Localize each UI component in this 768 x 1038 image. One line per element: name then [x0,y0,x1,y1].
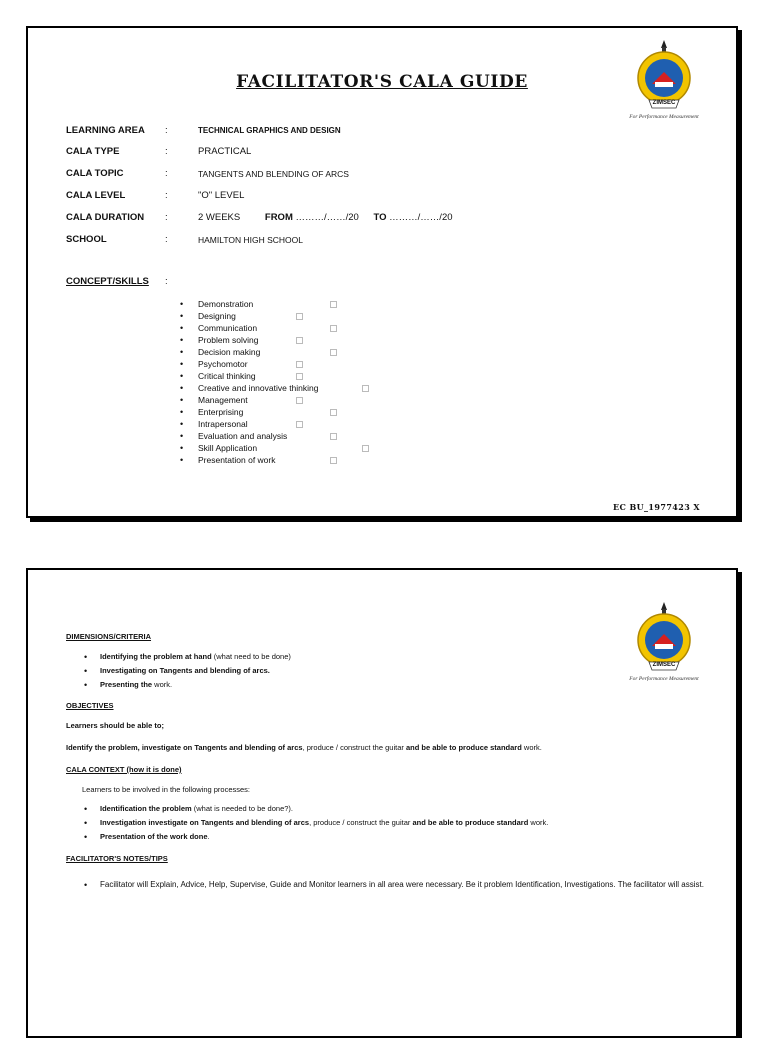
notes-item [84,878,704,892]
list-item [180,418,480,430]
item-bold: Investigation investigate on Tangents and blending of arcs [100,818,310,827]
info-colon: : [165,190,168,201]
bullet-icon: • [180,311,184,321]
checkbox-icon [330,301,337,308]
bullet-icon: • [84,880,88,890]
list-item [84,816,548,830]
list-item [180,334,480,346]
bullet-icon: • [180,455,184,465]
skill-text: Skill Application [198,443,258,453]
logo-badge: ZIMSEC [652,662,676,668]
skill-text: Management [198,395,248,405]
checkbox-icon [362,385,369,392]
dimensions-list [84,650,291,692]
list-item [180,394,480,406]
bullet-icon: • [180,383,184,393]
checkbox-icon [296,361,303,368]
bullet-icon: • [84,680,88,690]
concept-skills-label: CONCEPT/SKILLS [66,276,149,287]
checkbox-icon [296,421,303,428]
skill-text: Critical thinking [198,371,256,381]
info-label: SCHOOL [66,234,107,245]
checkbox-icon [296,313,303,320]
list-item [180,370,480,382]
skill-text: Communication [198,323,258,333]
objectives-intro: Learners should be able to; [66,721,164,730]
item-text: , produce / construct the guitar [309,818,413,827]
list-item [180,430,480,442]
to-date: ………/……/20 [389,212,453,223]
bullet-icon: • [84,804,88,814]
objectives-heading: OBJECTIVES [66,701,114,710]
item-text: . [207,832,210,841]
item-bold: Presentation of the work done [100,832,208,841]
list-item [180,406,480,418]
info-colon: : [165,212,168,223]
objectives-bold-2: and be able to produce standard [405,743,522,752]
item-text: (what is needed to be done?). [191,804,293,813]
info-value: TANGENTS AND BLENDING OF ARCS [198,169,349,179]
list-item [180,454,480,466]
bullet-icon: • [180,431,184,441]
info-colon: : [165,168,168,179]
bullet-icon: • [84,818,88,828]
bullet-icon: • [84,666,88,676]
info-label: CALA DURATION [66,212,145,223]
logo-badge: ZIMSEC [652,100,676,106]
item-text: work. [152,680,173,689]
bullet-icon: • [180,395,184,405]
list-item [84,650,291,664]
bullet-icon: • [84,832,88,842]
skill-text: Enterprising [198,407,244,417]
item-bold: Investigating on Tangents and blending of arcs. [100,666,270,675]
reference-code: EC BU_1977423 X [613,502,700,512]
skill-text: Psychomotor [198,359,248,369]
bullet-icon: • [180,335,184,345]
checkbox-icon [296,373,303,380]
list-item [180,382,480,394]
item-end: work. [528,818,549,827]
page-title: FACILITATOR'S CALA GUIDE [236,72,528,92]
info-value-group [198,211,618,225]
checkbox-icon [296,337,303,344]
context-heading: CALA CONTEXT (how it is done) [66,765,182,774]
info-value: PRACTICAL [198,146,252,157]
from-label: FROM [264,212,293,223]
to-label: TO [373,212,387,223]
info-colon: : [165,146,168,157]
bullet-icon: • [180,407,184,417]
skill-text: Intrapersonal [198,419,248,429]
item-bold-2: and be able to produce standard [412,818,529,827]
info-colon: : [165,234,168,245]
skill-text: Designing [198,311,236,321]
skill-text: Problem solving [198,335,259,345]
list-item [180,346,480,358]
page-two [26,568,738,1038]
dimensions-heading: DIMENSIONS/CRITERIA [66,632,152,641]
checkbox-icon [330,325,337,332]
skill-text: Evaluation and analysis [198,431,288,441]
objectives-bold: Identify the problem, investigate on Tangents and blending of arcs [66,743,303,752]
list-item [180,442,480,454]
list-item [180,298,480,310]
item-bold: Identification the problem [100,804,192,813]
item-bold: Presenting the [100,680,153,689]
info-label: LEARNING AREA [66,125,145,136]
duration-value: 2 WEEKS [198,212,241,223]
list-item [84,802,548,816]
info-colon: : [165,125,168,136]
bullet-icon: • [180,347,184,357]
bullet-icon: • [180,419,184,429]
info-label: CALA TOPIC [66,168,124,179]
notes-heading: FACILITATOR'S NOTES/TIPS [66,854,168,863]
skill-text: Presentation of work [198,455,276,465]
bullet-icon: • [180,299,184,309]
checkbox-icon [330,409,337,416]
bullet-icon: • [180,323,184,333]
skills-list [180,298,480,466]
bullet-icon: • [180,359,184,369]
list-item [180,322,480,334]
objectives-text [66,743,542,752]
checkbox-icon [330,433,337,440]
checkbox-icon [330,457,337,464]
skill-text: Creative and innovative thinking [198,383,319,393]
bullet-icon: • [84,652,88,662]
info-value: TECHNICAL GRAPHICS AND DESIGN [198,126,341,135]
from-date: ………/……/20 [295,212,359,223]
bullet-icon: • [180,443,184,453]
bullet-icon: • [180,371,184,381]
context-intro: Learners to be involved in the following processes: [82,785,251,794]
item-text: (what need to be done) [211,652,291,661]
checkbox-icon [362,445,369,452]
info-value: "O" LEVEL [198,190,245,201]
objectives-mid: , produce / construct the guitar [302,743,406,752]
info-label: CALA LEVEL [66,190,126,201]
zimsec-logo [616,600,712,682]
info-value: HAMILTON HIGH SCHOOL [198,235,304,245]
item-bold: Identifying the problem at hand [100,652,212,661]
list-item [84,830,548,844]
concept-skills-colon: : [165,276,168,287]
list-item [180,310,480,322]
objectives-end: work. [521,743,542,752]
checkbox-icon [330,349,337,356]
context-list [84,802,548,844]
list-item [84,678,291,692]
info-label: CALA TYPE [66,146,120,157]
list-item [180,358,480,370]
logo-caption: For Performance Measurement [629,676,699,682]
page-one [26,26,738,518]
skill-text: Demonstration [198,299,254,309]
zimsec-crest-icon [635,600,693,680]
skill-text: Decision making [198,347,261,357]
list-item [84,664,291,678]
notes-text: Facilitator will Explain, Advice, Help, Supervise, Guide and Monitor learners in all area were necessary. Be it problem Identification, Investigations. The facilitator will assist. [100,880,704,889]
logo-caption: For Performance Measurement [629,114,699,120]
checkbox-icon [296,397,303,404]
